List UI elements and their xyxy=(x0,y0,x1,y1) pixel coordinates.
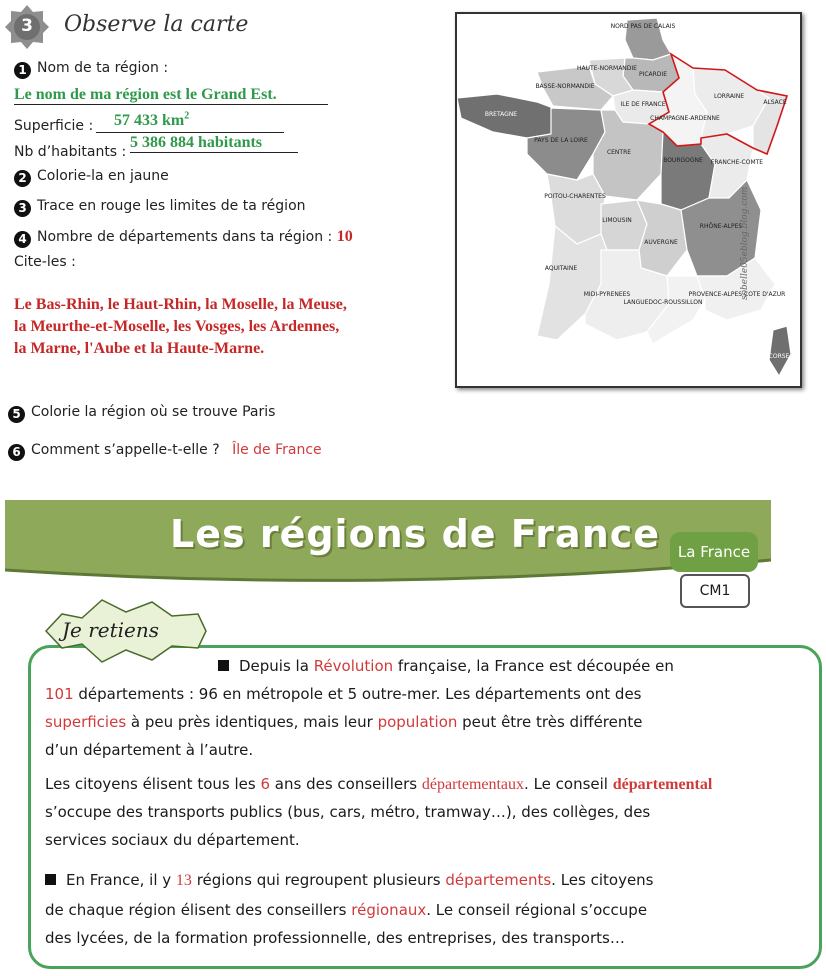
q1-label: Nom de ta région : xyxy=(37,60,169,76)
superficie-value: 57 433 km xyxy=(114,112,185,129)
map-label: MIDI-PYRENEES xyxy=(583,291,631,298)
q1-row xyxy=(14,60,168,79)
q4-answer: 10 xyxy=(336,228,353,245)
q6-answer: Île de France xyxy=(232,442,322,458)
q6-row xyxy=(8,442,322,461)
map-label: ILE DE FRANCE xyxy=(620,101,666,108)
map-label: POITOU-CHARENTES xyxy=(544,193,606,200)
para-1: Depuis la Révolution française, la France est découpée en xyxy=(218,652,778,680)
region-auvergne xyxy=(637,200,687,276)
bullet-square xyxy=(45,874,56,885)
q2-label: Colorie-la en jaune xyxy=(37,168,169,184)
habitants-label: Nb d’habitants : xyxy=(14,144,127,160)
exercise-badge xyxy=(4,4,50,50)
para-5: Les citoyens élisent tous les 6 ans des conseillers départementaux. Le conseil départemental xyxy=(45,775,713,793)
map-label: LORRAINE xyxy=(713,93,745,100)
je-retiens-label: Je retiens xyxy=(62,618,160,642)
map-label: BOURGOGNE xyxy=(663,157,703,164)
superficie-line xyxy=(96,110,284,133)
para-9: de chaque région élisent des conseillers régionaux. Le conseil régional s’occupe xyxy=(45,901,648,919)
map-label: PAYS DE LA LOIRE xyxy=(534,137,588,144)
level-tag: CM1 xyxy=(680,574,750,608)
map-label: LANGUEDOC-ROUSSILLON xyxy=(623,299,703,306)
q2-row xyxy=(14,168,169,187)
map-label: PROVENCE-ALPES COTE D'AZUR xyxy=(688,291,786,298)
departements-list xyxy=(14,294,347,360)
habitants-value: 5 386 884 habitants xyxy=(130,134,298,153)
lesson-title: Les régions de France xyxy=(170,512,661,556)
region-corse xyxy=(769,326,791,376)
q2-number: 2 xyxy=(14,170,31,187)
map-label: NORD PAS DE CALAIS xyxy=(610,23,676,30)
q3-label: Trace en rouge les limites de ta région xyxy=(37,198,306,214)
departements-line: la Meurthe-et-Moselle, les Vosges, les Ardennes, xyxy=(14,318,340,335)
map-label: CORSE xyxy=(768,353,790,360)
badge-number: 3 xyxy=(21,16,33,36)
q4-label: Nombre de départements dans ta région : xyxy=(37,229,333,245)
map-label: AQUITAINE xyxy=(544,265,578,272)
map-label: BRETAGNE xyxy=(484,111,518,118)
superficie-label: Superficie : xyxy=(14,118,94,134)
departements-line: Le Bas-Rhin, le Haut-Rhin, la Moselle, la Meuse, xyxy=(14,296,347,313)
para-4: d’un département à l’autre. xyxy=(45,741,254,759)
q1-number: 1 xyxy=(14,62,31,79)
q3-number: 3 xyxy=(14,200,31,217)
para-2: 101 départements : 96 en métropole et 5 outre-mer. Les départements ont des xyxy=(45,685,642,703)
map-label: CHAMPAGNE-ARDENNE xyxy=(650,115,720,122)
map-label: CENTRE xyxy=(606,149,632,156)
q6-number: 6 xyxy=(8,444,25,461)
je-retiens-badge xyxy=(32,596,212,666)
q4-number: 4 xyxy=(14,231,31,248)
q5-number: 5 xyxy=(8,406,25,423)
bullet-square xyxy=(218,660,229,671)
para-8: En France, il y 13 régions qui regroupent plusieurs départements. Les citoyens xyxy=(45,866,815,895)
q4-row xyxy=(14,228,353,248)
para-6: s’occupe des transports publics (bus, cars, métro, tramway…), des collèges, des xyxy=(45,803,651,821)
departements-line: la Marne, l'Aube et la Haute-Marne. xyxy=(14,340,265,357)
q6-label: Comment s’appelle-t-elle ? xyxy=(31,442,220,458)
superficie-exponent: 2 xyxy=(184,110,190,122)
map-label: ALSACE xyxy=(763,99,787,106)
q1-answer: Le nom de ma région est le Grand Est. xyxy=(14,86,328,105)
q3-row xyxy=(14,198,306,217)
map-label: FRANCHE-COMTE xyxy=(710,159,764,166)
map-label: PICARDIE xyxy=(638,71,668,78)
q5-row xyxy=(8,404,275,423)
para-7: services sociaux du département. xyxy=(45,831,300,849)
cite-label: Cite-les : xyxy=(14,254,76,270)
exercise-title: Observe la carte xyxy=(64,12,249,37)
map-label: HAUTE-NORMANDIE xyxy=(577,65,637,72)
watermark: sobelle05eblog.blog.com xyxy=(740,186,750,300)
para-10: des lycées, de la formation professionnelle, des entreprises, des transports… xyxy=(45,929,625,947)
q5-label: Colorie la région où se trouve Paris xyxy=(31,404,276,420)
map-label: RHÔNE-ALPES xyxy=(699,223,743,230)
map-label: LIMOUSIN xyxy=(602,217,632,224)
subject-tag: La France xyxy=(670,532,758,572)
para-3: superficies à peu près identiques, mais leur population peut être très différente xyxy=(45,713,643,731)
map-label: AUVERGNE xyxy=(644,239,678,246)
map-label: BASSE-NORMANDIE xyxy=(535,83,595,90)
